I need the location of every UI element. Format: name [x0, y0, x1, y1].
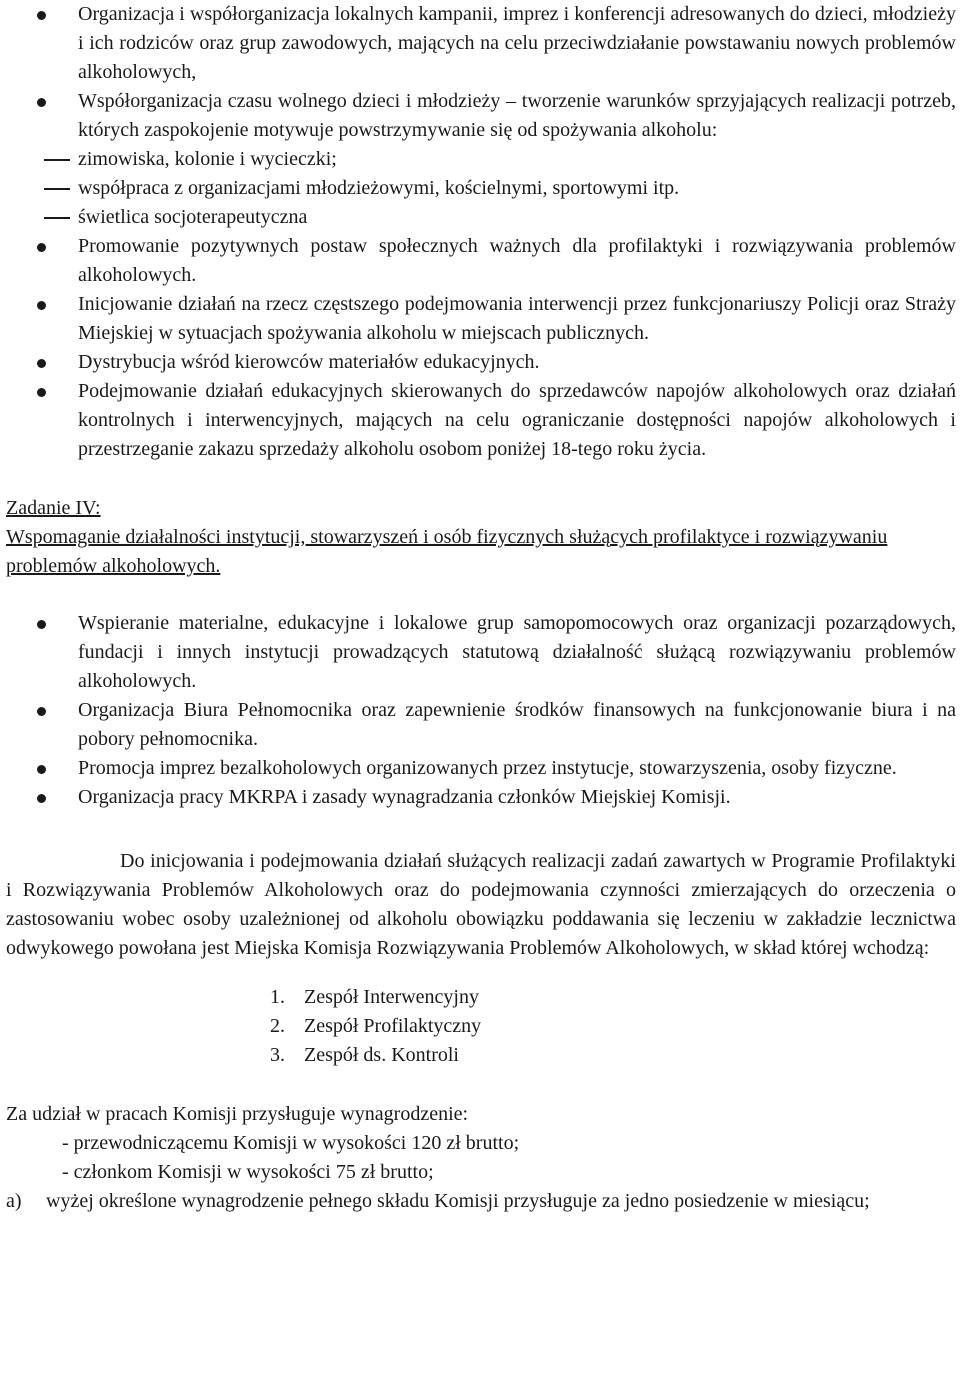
- commission-paragraph: Do inicjowania i podejmowania działań służących realizacji zadań zawartych w Programie Profilaktyki i Rozwiązywania Problemów Alkoholowych oraz do podejmowania czynności zmierzających do orzeczenia o zastosowaniu wobec osoby uzależnionej od alkoholu obowiązku poddawania się leczeniu w zakładzie lecznictwa odwykowego powołana jest Miejska Komisja Rozwiązywania Problemów Alkoholowych, w skład której wchodzą:: [6, 850, 956, 959]
- team-item: [270, 1012, 956, 1041]
- list-item: [6, 783, 956, 812]
- team-item: [270, 983, 956, 1012]
- dash-item-text: świetlica socjoterapeutyczna: [78, 206, 308, 228]
- dash-item: [6, 145, 956, 174]
- list-item: [6, 87, 956, 145]
- item-text: wyżej określone wynagrodzenie pełnego składu Komisji przysługuje za jedno posiedzenie w miesiącu;: [46, 1190, 870, 1212]
- bullet-icon: [37, 301, 46, 310]
- bullet-list-top: [6, 0, 956, 145]
- team-item: [270, 1041, 956, 1070]
- bullet-icon: [37, 98, 46, 107]
- remuneration-item-a: [6, 1187, 956, 1216]
- list-item: [6, 232, 956, 290]
- bullet-icon: [37, 765, 46, 774]
- bullet-icon: [37, 794, 46, 803]
- team-number: 2.: [270, 1015, 285, 1037]
- list-item-text: Wspieranie materialne, edukacyjne i lokalowe grup samopomocowych oraz organizacji pozarządowych, fundacji i innych instytucji prowadzących statutową działalność służącą rozwiązywaniu problemów alkoholowych.: [78, 612, 956, 692]
- bullet-list-bottom: [6, 232, 956, 464]
- list-item-text: Promocja imprez bezalkoholowych organizowanych przez instytucje, stowarzyszenia, osoby fizyczne.: [78, 757, 897, 779]
- remuneration-line: - członkom Komisji w wysokości 75 zł brutto;: [62, 1161, 434, 1183]
- task-bullet-list: [6, 609, 956, 812]
- bullet-icon: [37, 243, 46, 252]
- team-number: 1.: [270, 986, 285, 1008]
- dash-icon: [44, 217, 70, 219]
- remuneration-line: - przewodniczącemu Komisji w wysokości 120 zł brutto;: [62, 1132, 520, 1154]
- list-item-text: Inicjowanie działań na rzecz częstszego podejmowania interwencji przez funkcjonariuszy Policji oraz Straży Miejskiej w sytuacjach spożywania alkoholu w miejscach publicznych.: [78, 293, 956, 344]
- bullet-icon: [37, 620, 46, 629]
- team-list: [6, 983, 956, 1070]
- dash-item-text: współpraca z organizacjami młodzieżowymi, kościelnymi, sportowymi itp.: [78, 177, 680, 199]
- task-heading: [6, 494, 956, 581]
- dash-item: [6, 174, 956, 203]
- team-name: Zespół Profilaktyczny: [304, 1015, 482, 1037]
- bullet-icon: [37, 359, 46, 368]
- list-item: [6, 754, 956, 783]
- list-item: [6, 0, 956, 87]
- document-page: [6, 0, 956, 1216]
- list-item: [6, 377, 956, 464]
- list-item: [6, 609, 956, 696]
- team-number: 3.: [270, 1044, 285, 1066]
- list-item-text: Podejmowanie działań edukacyjnych skierowanych do sprzedawców napojów alkoholowych oraz działań kontrolnych i interwencyjnych, mających na celu ograniczanie dostępności napojów alkoholowych i przestrzeganie zakazu sprzedaży alkoholu osobom poniżej 18-tego roku życia.: [78, 380, 956, 460]
- dash-list: [6, 145, 956, 232]
- task-label: Zadanie IV:: [6, 497, 101, 519]
- list-item: [6, 696, 956, 754]
- remuneration-intro: Za udział w pracach Komisji przysługuje wynagrodzenie:: [6, 1103, 469, 1125]
- dash-item: [6, 203, 956, 232]
- bullet-icon: [37, 388, 46, 397]
- team-name: Zespół Interwencyjny: [304, 986, 479, 1008]
- bullet-icon: [37, 11, 46, 20]
- dash-icon: [44, 188, 70, 190]
- list-item-text: Organizacja pracy MKRPA i zasady wynagradzania członków Miejskiej Komisji.: [78, 786, 731, 808]
- task-title: Wspomaganie działalności instytucji, stowarzyszeń i osób fizycznych służących profilaktyce i rozwiązywaniu problemów alkoholowych.: [6, 526, 888, 577]
- list-item-text: Współorganizacja czasu wolnego dzieci i młodzieży – tworzenie warunków sprzyjających realizacji potrzeb, których zaspokojenie motywuje powstrzymywanie się od spożywania alkoholu:: [78, 90, 956, 141]
- dash-icon: [44, 159, 70, 161]
- list-item-text: Organizacja i współorganizacja lokalnych kampanii, imprez i konferencji adresowanych do dzieci, młodzieży i ich rodziców oraz grup zawodowych, mających na celu przeciwdziałanie powstawaniu nowych problemów alkoholowych,: [78, 3, 956, 83]
- bullet-icon: [37, 707, 46, 716]
- list-item-text: Dystrybucja wśród kierowców materiałów edukacyjnych.: [78, 351, 540, 373]
- dash-item-text: zimowiska, kolonie i wycieczki;: [78, 148, 337, 170]
- list-item-text: Promowanie pozytywnych postaw społecznych ważnych dla profilaktyki i rozwiązywania problemów alkoholowych.: [78, 235, 956, 286]
- list-item: [6, 348, 956, 377]
- list-item-text: Organizacja Biura Pełnomocnika oraz zapewnienie środków finansowych na funkcjonowanie biura i na pobory pełnomocnika.: [78, 699, 956, 750]
- item-marker: a): [6, 1190, 22, 1212]
- team-name: Zespół ds. Kontroli: [304, 1044, 459, 1066]
- list-item: [6, 290, 956, 348]
